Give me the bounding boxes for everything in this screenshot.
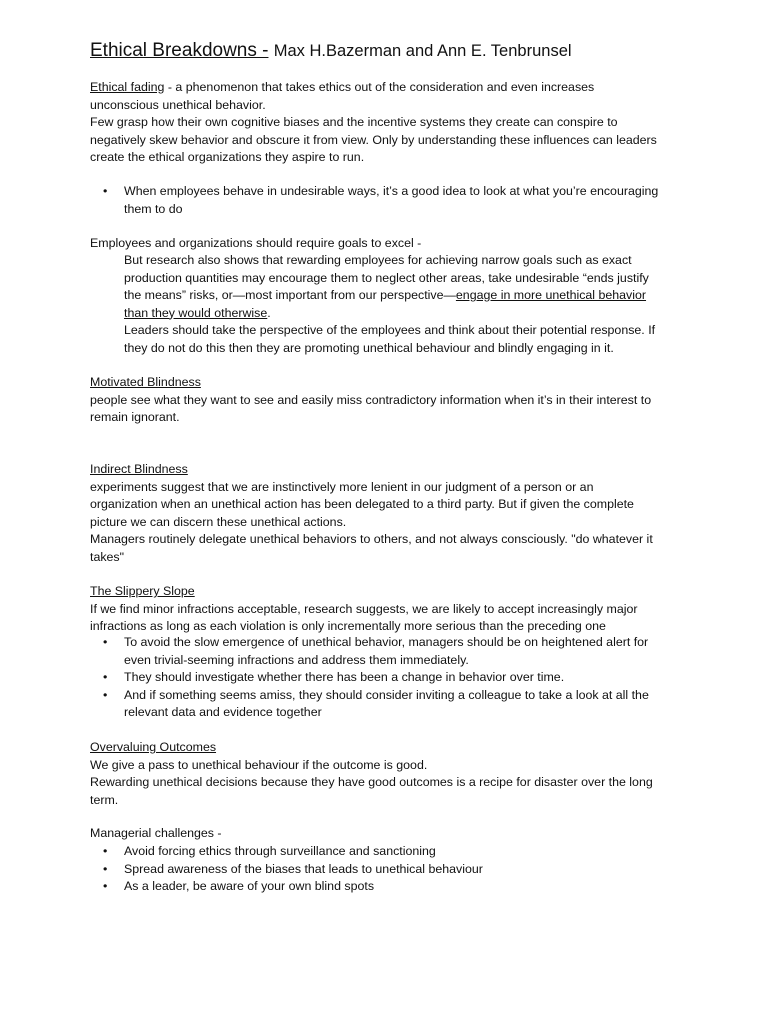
list-item-text: When employees behave in undesirable ways, it’s a good idea to look at what you’re encouraging: [124, 184, 659, 198]
ethical-fading-line: create the ethical organizations they aspire to run.: [90, 150, 365, 164]
section-ethical-fading: [90, 79, 680, 167]
list-item: [90, 843, 690, 861]
goals-line: production quantities may encourage them to neglect other areas, take undesirable “ends justify: [124, 270, 649, 285]
list-item-text: even trivial-seeming infractions and address them immediately.: [124, 652, 469, 667]
indirect-line: picture we can discern these unethical actions.: [90, 514, 347, 529]
list-item-text: They should investigate whether there has been a change in behavior over time.: [124, 670, 565, 684]
indirect-line: takes": [90, 549, 125, 564]
bullet-glyph: •: [103, 687, 108, 702]
section-heading: Managerial challenges -: [90, 826, 222, 840]
outcomes-line: term.: [90, 792, 119, 807]
list-item-text: them to do: [124, 201, 183, 216]
title-main: Ethical Breakdowns -: [90, 40, 269, 61]
motivated-line: people see what they want to see and easily miss contradictory information when it’s in their interest to: [90, 392, 652, 407]
ethical-fading-heading: Ethical fading: [90, 80, 165, 94]
goals-intro: Employees and organizations should require goals to excel -: [90, 236, 422, 250]
list-item-text: And if something seems amiss, they should consider inviting a colleague to take a look at all the: [124, 687, 649, 702]
section-slippery-slope: [90, 583, 680, 636]
slope-line: infractions as long as each violation is only incrementally more serious than the preceding one: [90, 619, 606, 633]
section-managerial-challenges: [90, 825, 680, 843]
section-overvaluing-outcomes: [90, 739, 680, 809]
goals-line: [124, 305, 684, 323]
list-item-text: Spread awareness of the biases that leads to unethical behaviour: [124, 861, 483, 876]
managerial-bullets: [90, 843, 690, 896]
ethical-fading-line: unconscious unethical behavior.: [90, 97, 266, 112]
ethical-fading-line: negatively skew behavior and obscure it from view. Only by understanding these influences can leaders: [90, 132, 657, 147]
motivated-line: remain ignorant.: [90, 410, 180, 424]
section-heading: Indirect Blindness: [90, 462, 188, 476]
section-motivated-blindness: [90, 374, 680, 427]
ethical-fading-text: - a phenomenon that takes ethics out of the consideration and even increases: [164, 80, 595, 94]
indirect-line: experiments suggest that we are instinctively more lenient in our judgment of a person or an: [90, 479, 594, 494]
bullet-glyph: •: [103, 844, 108, 858]
list-item-text: relevant data and evidence together: [124, 705, 322, 719]
goals-line: they do not do this then they are promoting unethical behaviour and blindly engaging in it.: [124, 340, 614, 355]
section-heading: The Slippery Slope: [90, 584, 195, 598]
section-heading: Overvaluing Outcomes: [90, 740, 217, 754]
ethical-fading-line: Few grasp how their own cognitive biases and the incentive systems they create can conspire to: [90, 115, 618, 129]
bullet-glyph: •: [103, 861, 108, 876]
bullet-glyph: •: [103, 635, 108, 649]
indirect-line: organization when an unethical action has been delegated to a third party. But if given the complete: [90, 497, 634, 511]
document-title: [90, 39, 572, 63]
goals-underlined: than they would otherwise: [124, 305, 268, 320]
list-item: [90, 634, 690, 669]
slope-line: If we find minor infractions acceptable, research suggests, we are likely to accept increasingly major: [90, 601, 638, 616]
goals-line: Leaders should take the perspective of the employees and think about their potential response. If: [124, 323, 656, 337]
outcomes-line: We give a pass to unethical behaviour if the outcome is good.: [90, 757, 428, 772]
ethical-fading-line: [90, 79, 680, 97]
goals-underlined: engage in more unethical behavior: [455, 288, 647, 302]
goals-line: [124, 287, 684, 305]
list-item: [90, 861, 690, 879]
section-indirect-blindness: [90, 461, 680, 566]
outcomes-line: Rewarding unethical decisions because they have good outcomes is a recipe for disaster over the long: [90, 775, 653, 789]
bullet-glyph: •: [103, 879, 108, 893]
list-item-text: To avoid the slow emergence of unethical behavior, managers should be on heightened alert for: [124, 635, 649, 649]
list-item: [90, 183, 690, 218]
title-authors: Max H.Bazerman and Ann E. Tenbrunsel: [273, 42, 572, 60]
list-item-text: As a leader, be aware of your own blind spots: [124, 879, 375, 893]
goals-indented: [124, 252, 684, 357]
indirect-line: Managers routinely delegate unethical behaviors to others, and not always consciously. "do whatever it: [90, 532, 653, 546]
bullet-glyph: •: [103, 184, 108, 198]
list-item-text: Avoid forcing ethics through surveillance and sanctioning: [124, 844, 436, 858]
list-item: [90, 669, 690, 687]
list-item: [90, 878, 690, 896]
list-item: [90, 687, 690, 722]
ethical-fading-bullets: [90, 183, 690, 218]
goals-text: the means” risks, or—most important from our perspective—: [124, 288, 456, 302]
section-heading: Motivated Blindness: [90, 375, 201, 389]
slope-bullets: [90, 634, 690, 722]
section-goals: [90, 235, 680, 253]
goals-line: But research also shows that rewarding employees for achieving narrow goals such as exact: [124, 253, 632, 267]
bullet-glyph: •: [103, 670, 108, 684]
goals-text: .: [267, 305, 271, 320]
